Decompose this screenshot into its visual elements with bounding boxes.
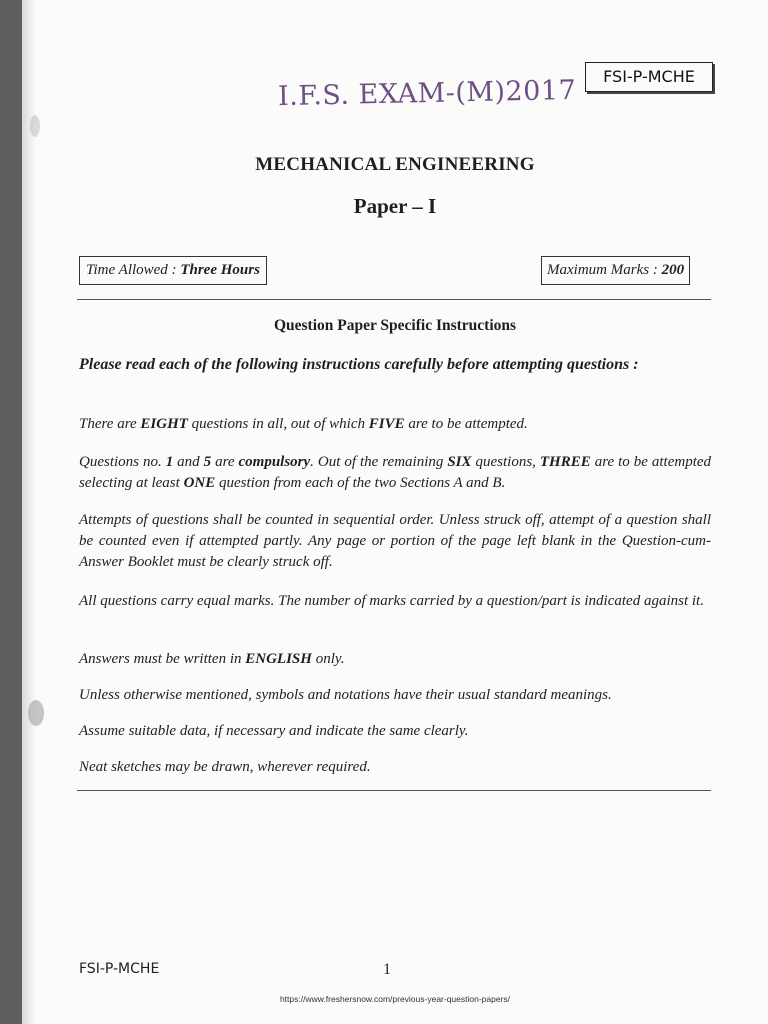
source-url[interactable]: https://www.freshersnow.com/previous-year-question-papers/ [279,994,511,1004]
instructions-lead: Please read each of the following instructions carefully before attempting questions : [79,356,639,373]
footer-paper-code: FSI-P-MCHE [79,961,160,977]
instruction-item-4: All questions carry equal marks. The number of marks carried by a question/part is indicated against it. [79,593,704,609]
scan-smudge [28,700,44,726]
text: are [211,454,239,470]
text: are to be attempted selecting at least [79,454,712,491]
text: Questions no. [79,454,166,470]
divider-top [77,299,711,300]
instruction-item-3: Attempts of questions shall be counted in sequential order. Unless struck off, attempt of a question shall be counted even if attempted partly. Any page or portion of the page left blank in the Question-cum-Answer Booklet must be clearly struck off. [79,512,711,570]
divider-bottom [77,790,711,791]
instruction-item-1 [79,414,711,435]
scan-smudge [30,115,40,137]
emphasis: ENGLISH [245,651,312,667]
text: questions in all, out of which [187,416,369,432]
instruction-item-5 [79,649,711,670]
page-number: 1 [383,961,391,978]
exam-page [22,0,768,1024]
instruction-item-8: Neat sketches may be drawn, wherever required. [79,759,371,775]
paper-code-box: FSI-P-MCHE [585,62,713,92]
text: There are [79,416,141,432]
instructions-heading: Question Paper Specific Instructions [273,317,517,334]
text: question from each of the two Sections A and B. [215,475,506,491]
paper-title: Paper – I [353,194,437,218]
marks-label: Maximum Marks : [547,262,662,278]
exam-stamp: I.F.S. EXAM-(M)2017 [277,74,577,113]
emphasis: compulsory [238,454,311,470]
emphasis: THREE [539,454,591,470]
text: . Out of the remaining [310,454,448,470]
emphasis: SIX [447,454,472,470]
marks-value: 200 [661,262,685,278]
emphasis: 1 [165,454,174,470]
maximum-marks-box [541,256,690,285]
instruction-item-2 [79,452,711,494]
emphasis: ONE [183,475,216,491]
text: questions, [471,454,540,470]
text: are to be attempted. [404,416,528,432]
subject-title: MECHANICAL ENGINEERING [255,154,535,175]
time-allowed-box [79,256,267,285]
time-value: Three Hours [180,262,260,278]
text: Answers must be written in [79,651,246,667]
time-label: Time Allowed : [86,262,181,278]
emphasis: FIVE [368,416,405,432]
emphasis: 5 [203,454,212,470]
instruction-item-7: Assume suitable data, if necessary and indicate the same clearly. [79,723,469,739]
text: and [173,454,204,470]
emphasis: EIGHT [140,416,188,432]
instruction-item-6: Unless otherwise mentioned, symbols and notations have their usual standard meanings. [79,687,612,703]
text: only. [311,651,345,667]
